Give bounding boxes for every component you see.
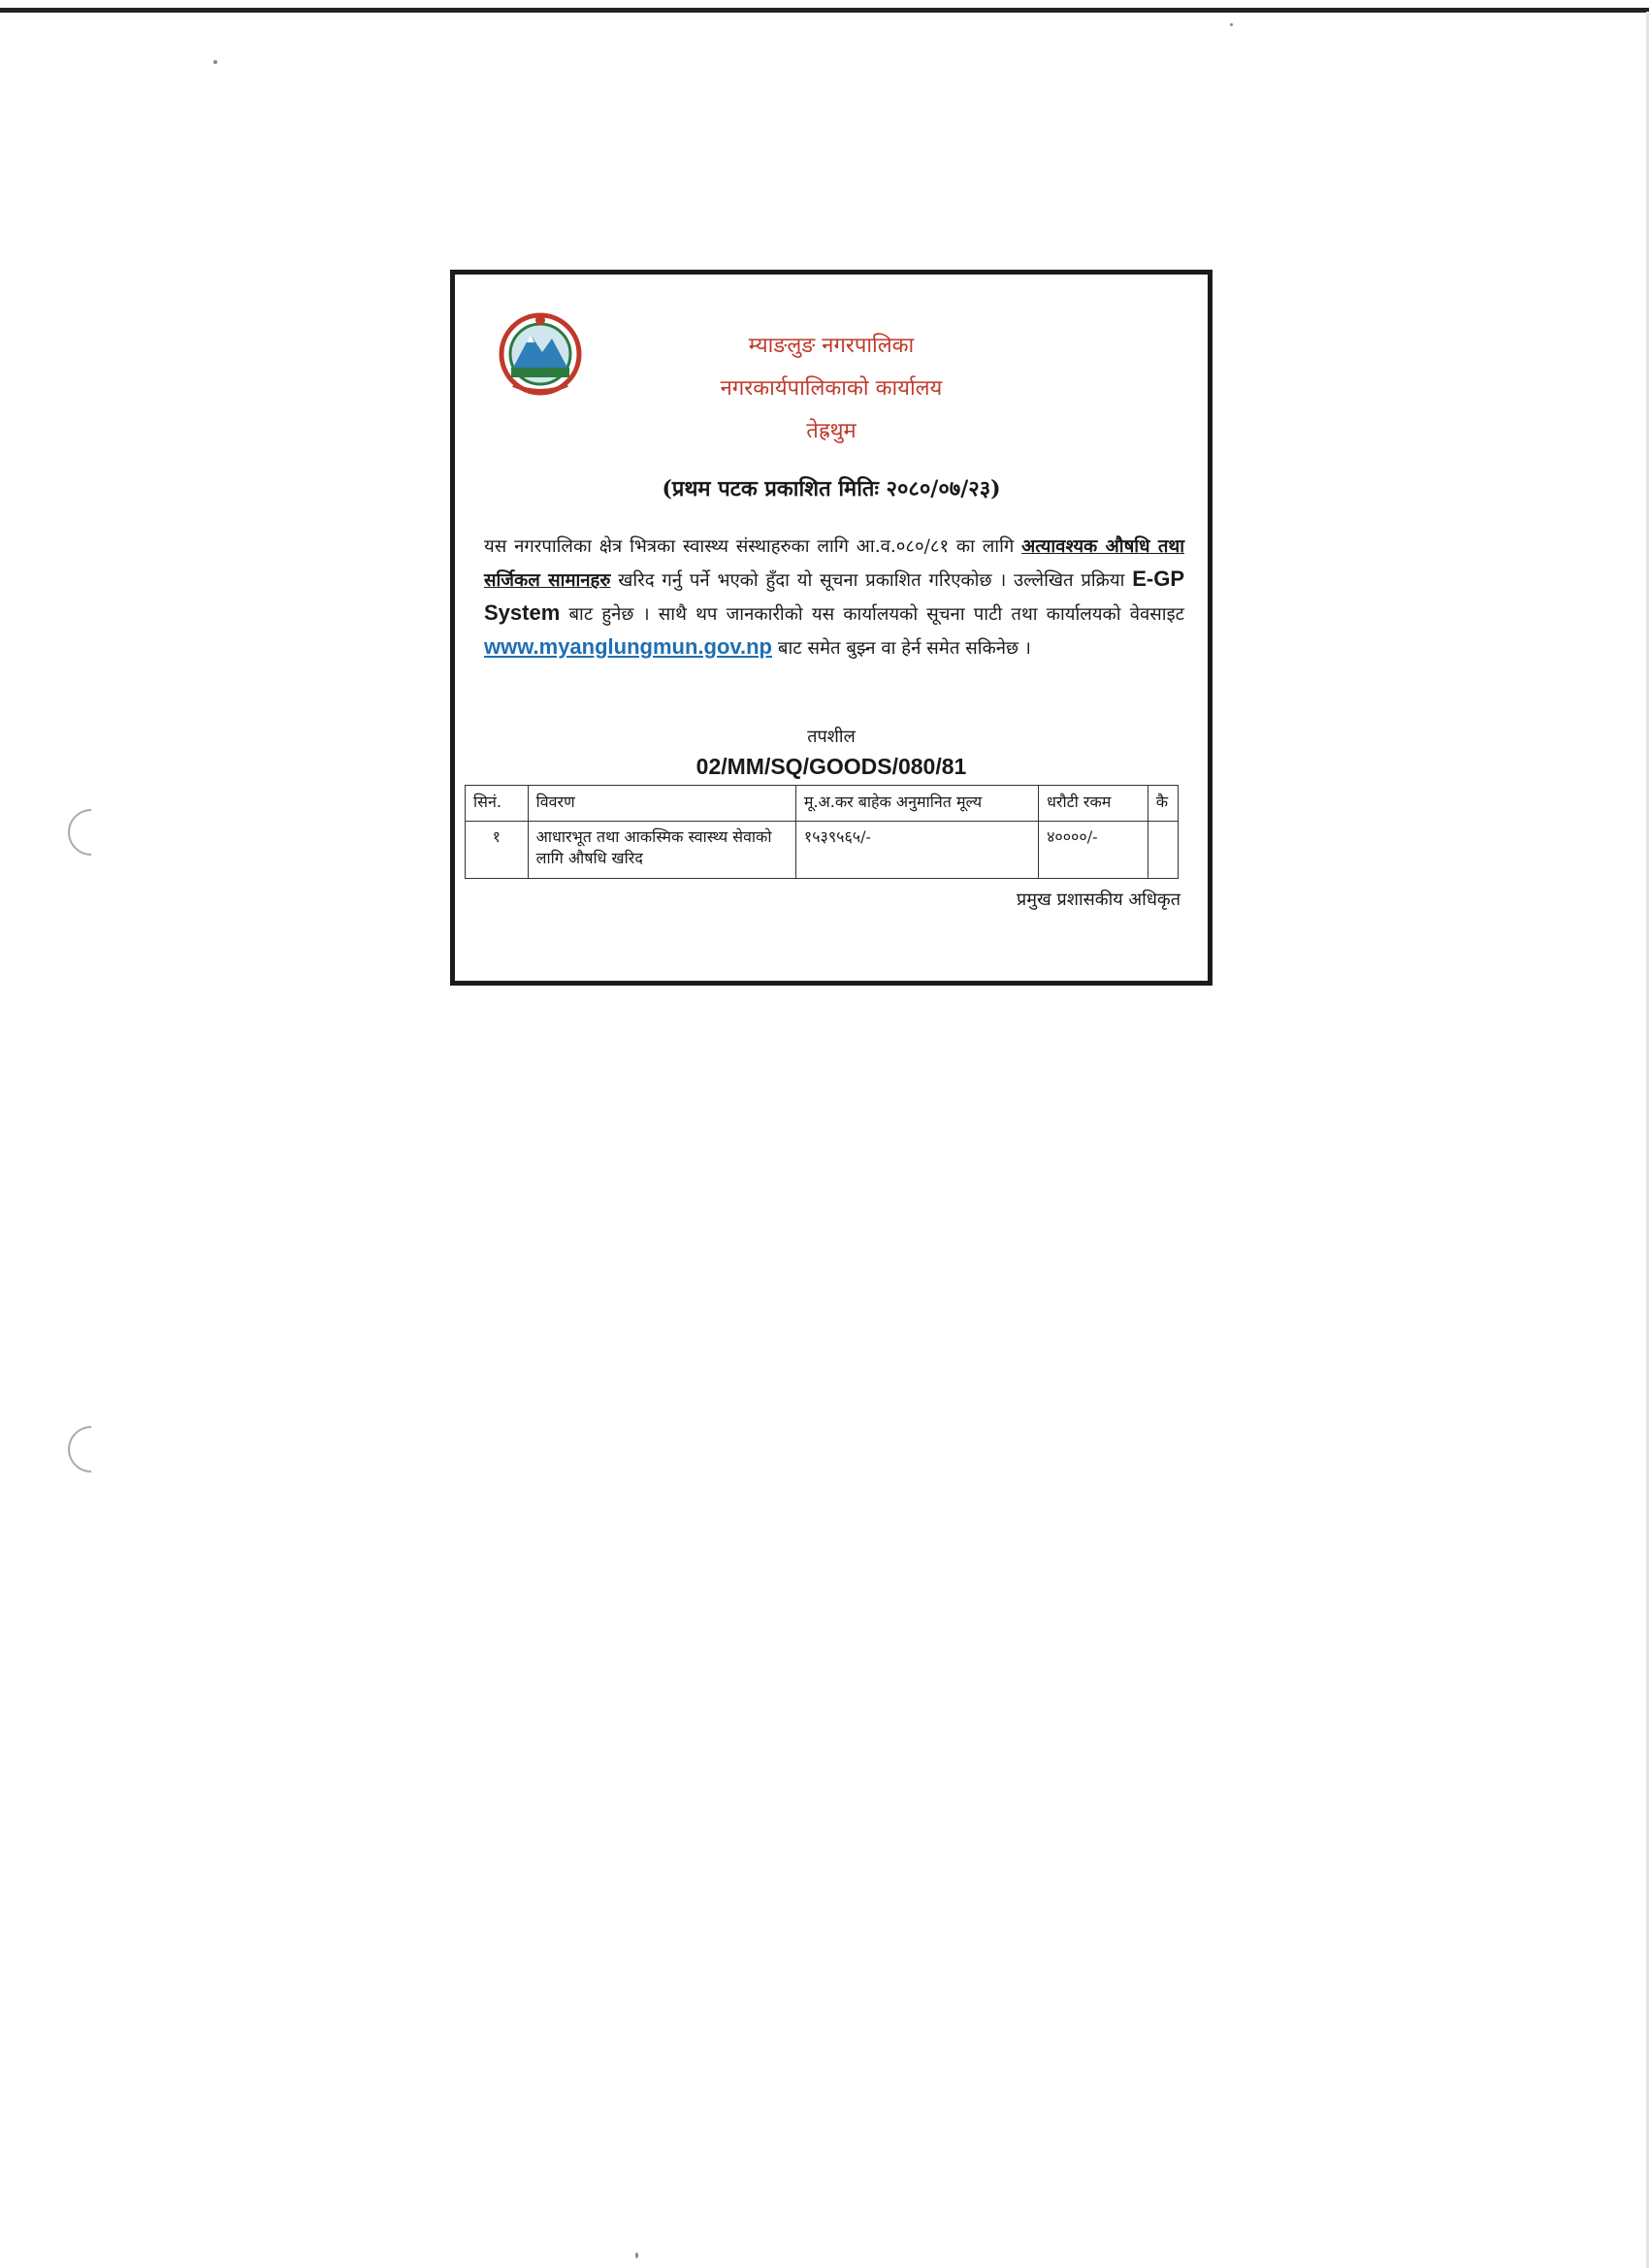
column-header: विवरण: [528, 786, 795, 822]
notice-box: [450, 270, 1212, 986]
scan-speck: [1230, 23, 1233, 26]
scan-speck: [635, 2252, 638, 2258]
deposit-cell: ४००००/-: [1039, 822, 1148, 879]
items-highlight: अत्यावश्यक औषधि तथा सर्जिकल सामानहरु: [484, 536, 1185, 591]
district-name: तेह्रथुम: [806, 419, 857, 443]
column-header: कै: [1148, 786, 1178, 822]
scan-speck: [213, 60, 217, 64]
table-row: [466, 822, 1179, 879]
scan-border-top: [0, 8, 1649, 13]
municipality-name: म्याङलुङ नगरपालिका: [748, 334, 915, 358]
details-label: तपशील: [807, 727, 856, 747]
notice-body: [484, 531, 1184, 664]
remarks-cell: [1148, 822, 1178, 879]
column-header: मू.अ.कर बाहेक अनुमानित मूल्य: [795, 786, 1038, 822]
body-text-part4: बाट समेत बुझ्न वा हेर्न समेत सकिनेछ ।: [772, 638, 1031, 659]
published-date: (प्रथम पटक प्रकाशित मितिः २०८०/०७/२३): [662, 476, 1001, 502]
items-table: [465, 785, 1179, 879]
column-header: धरौटी रकम: [1039, 786, 1148, 822]
body-text-part1: यस नगरपालिका क्षेत्र भित्रका स्वास्थ्य संस्थाहरुका लागि आ.व.०८०/८१ का लागि: [484, 536, 1022, 557]
description-cell: आधारभूत तथा आकस्मिक स्वास्थ्य सेवाको लागि औषधि खरिद: [528, 822, 795, 879]
office-header: [455, 325, 1208, 453]
punch-hole-mark: [58, 799, 124, 865]
egp-system-label: E-GP System: [484, 567, 1184, 625]
punch-hole-mark: [58, 1416, 124, 1482]
website-link[interactable]: www.myanglungmun.gov.np: [484, 634, 772, 659]
office-name: नगरकार्यपालिकाको कार्यालय: [720, 376, 943, 401]
body-text-part3: बाट हुनेछ । साथै थप जानकारीको यस कार्यालयको सूचना पाटी तथा कार्यालयको वेवसाइट: [560, 604, 1184, 625]
estimated-cost-cell: १५३९५६५/-: [795, 822, 1038, 879]
column-header: सिनं.: [466, 786, 529, 822]
reference-number: 02/MM/SQ/GOODS/080/81: [695, 754, 967, 779]
signatory: प्रमुख प्रशासकीय अधिकृत: [1017, 890, 1180, 910]
table-header-row: [466, 786, 1179, 822]
serial-number-cell: १: [466, 822, 529, 879]
body-text-part2: खरिद गर्नु पर्ने भएको हुँदा यो सूचना प्रकाशित गरिएकोछ । उल्लेखित प्रक्रिया: [610, 570, 1133, 591]
